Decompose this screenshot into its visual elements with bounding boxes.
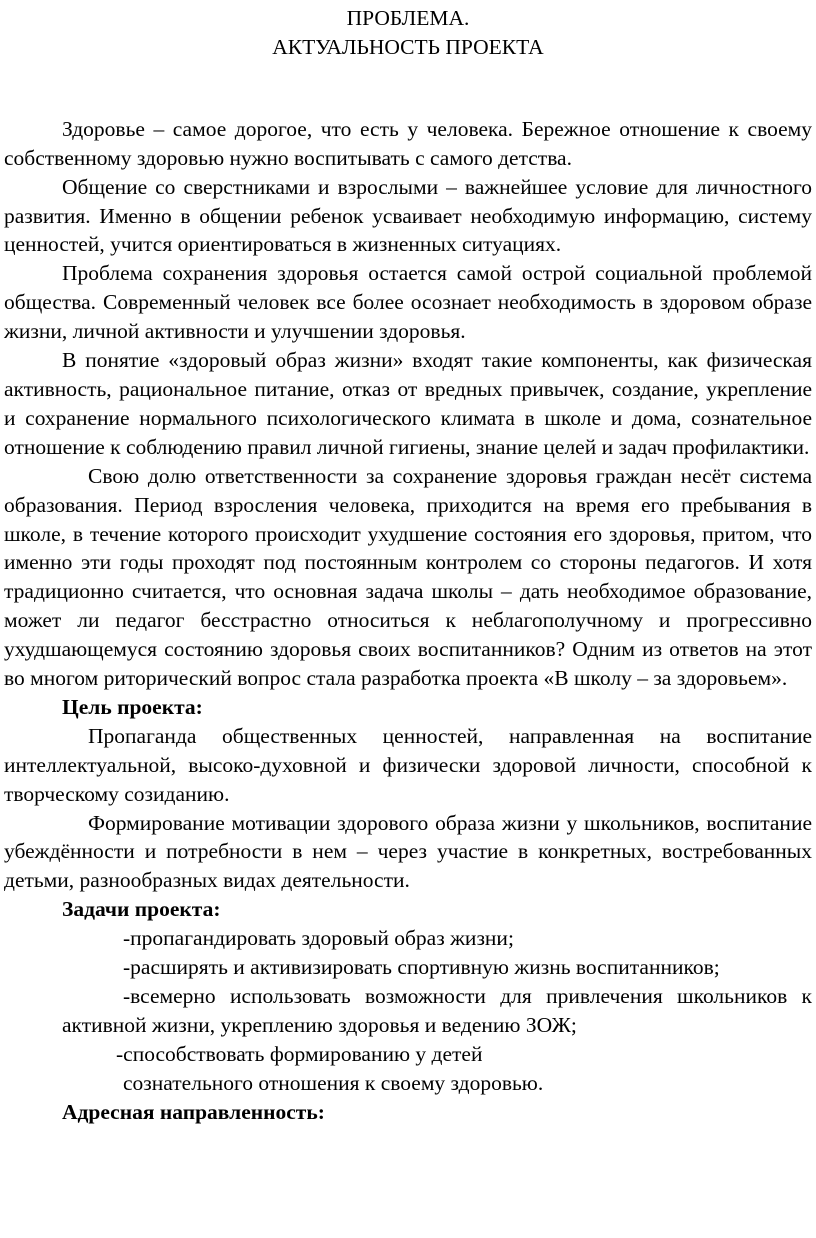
paragraph-responsibility: Свою долю ответственности за сохранение здоровья граждан несёт система образования. Период взросления человека, приходится на время его пребывания в школе, в течение которого происходит ухудшение состояния его здоровья, притом, что именно эти годы проходят под постоянным контролем со стороны педагогов. И хотя традиционно считается, что основная задача школы – дать необходимое образование, может ли педагог бесстрастно относиться к неблагополучному и прогрессивно ухудшающемуся состоянию здоровья своих воспитанников? Одним из ответов на этот во многом риторический вопрос стала разработка проекта «В школу – за здоровьем».	[4, 463, 812, 691]
paragraph-communication: Общение со сверстниками и взрослыми – важнейшее условие для личностного развития. Именно в общении ребенок усваивает необходимую информацию, систему ценностей, учится ориентироваться в жизненных ситуациях.	[4, 174, 812, 257]
paragraph-healthy-lifestyle: В понятие «здоровый образ жизни» входят такие компоненты, как физическая активность, рациональное питание, отказ от вредных привычек, создание, укрепление и сохранение нормального психологического климата в школе и дома, сознательное отношение к соблюдению правил личной гигиены, знание целей и задач профилактики.	[4, 348, 812, 459]
document-title-line-1: ПРОБЛЕМА.	[346, 6, 470, 30]
paragraph-problem: Проблема сохранения здоровья остается самой острой социальной проблемой общества. Современный человек все более осознает необходимость в здоровом образе жизни, личной активности и улучшении здоровья.	[4, 261, 812, 344]
task-item-3: -всемерно использовать возможности для привлечения школьников к активной жизни, укреплению здоровья и ведению ЗОЖ;	[62, 984, 812, 1037]
address-heading: Адресная направленность:	[62, 1099, 325, 1124]
paragraph-health: Здоровье – самое дорогое, что есть у человека. Бережное отношение к своему собственному здоровью нужно воспитывать с самого детства.	[4, 116, 812, 170]
task-item-4-continuation: сознательного отношения к своему здоровью.	[123, 1070, 544, 1095]
title-spacer	[4, 62, 812, 115]
tasks-heading: Задачи проекта:	[62, 897, 221, 922]
goal-paragraph-propaganda: Пропаганда общественных ценностей, направленная на воспитание интеллектуальной, высоко-духовной и физически здоровой личности, способной к творческому созиданию.	[4, 723, 812, 806]
task-item-4: -способствовать формированию у детей	[116, 1041, 483, 1066]
goal-heading: Цель проекта:	[62, 694, 203, 719]
goal-paragraph-motivation: Формирование мотивации здорового образа жизни у школьников, воспитание убеждённости и потребности в нем – через участие в конкретных, востребованных детьми, разнообразных видах деятельности.	[4, 810, 812, 893]
task-item-1: -пропагандировать здоровый образ жизни;	[123, 926, 514, 951]
document-title-line-2: АКТУАЛЬНОСТЬ ПРОЕКТА	[272, 34, 544, 59]
task-item-2: -расширять и активизировать спортивную жизнь воспитанников;	[123, 955, 720, 980]
